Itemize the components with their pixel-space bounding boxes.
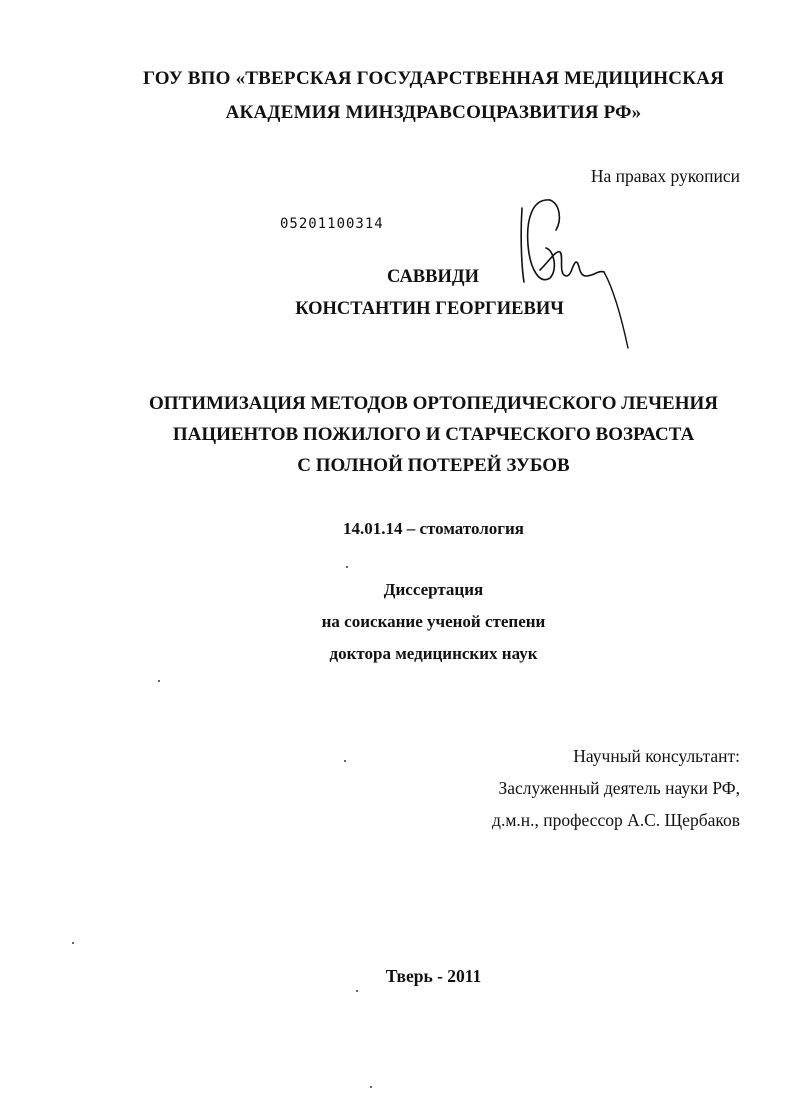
title-line-1: ОПТИМИЗАЦИЯ МЕТОДОВ ОРТОПЕДИЧЕСКОГО ЛЕЧЕНИЯ [148,393,719,414]
city-year: Тверь - 2011 [385,966,482,986]
title-line-2: ПАЦИЕНТОВ ПОЖИЛОГО И СТАРЧЕСКОГО ВОЗРАСТА [172,424,695,445]
scan-speck [346,566,348,568]
manuscript-note: На правах рукописи [590,166,740,186]
scan-speck [72,942,74,944]
author-surname: САВВИДИ [387,267,479,287]
handwritten-signature [510,190,640,360]
scan-speck [370,1086,372,1088]
catalog-code: 05201100314 [280,216,384,232]
author-name: КОНСТАНТИН ГЕОРГИЕВИЧ [295,299,564,319]
specialty: 14.01.14 – стоматология [342,519,525,538]
institution-line-1: ГОУ ВПО «ТВЕРСКАЯ ГОСУДАРСТВЕННАЯ МЕДИЦИНСКАЯ [142,68,725,89]
consultant-title: Заслуженный деятель науки РФ, [498,778,740,798]
dissertation-line-3: доктора медицинских наук [329,644,538,663]
scan-speck [344,760,346,762]
title-line-3: С ПОЛНОЙ ПОТЕРЕЙ ЗУБОВ [297,455,570,476]
consultant-name: д.м.н., профессор А.С. Щербаков [492,810,740,830]
consultant-label: Научный консультант: [573,746,740,766]
dissertation-line-1: Диссертация [383,580,484,599]
institution-line-2: АКАДЕМИЯ МИНЗДРАВСОЦРАЗВИТИЯ РФ» [225,102,642,123]
scan-speck [356,990,358,992]
dissertation-line-2: на соискание ученой степени [321,612,546,631]
scan-speck [158,680,160,682]
